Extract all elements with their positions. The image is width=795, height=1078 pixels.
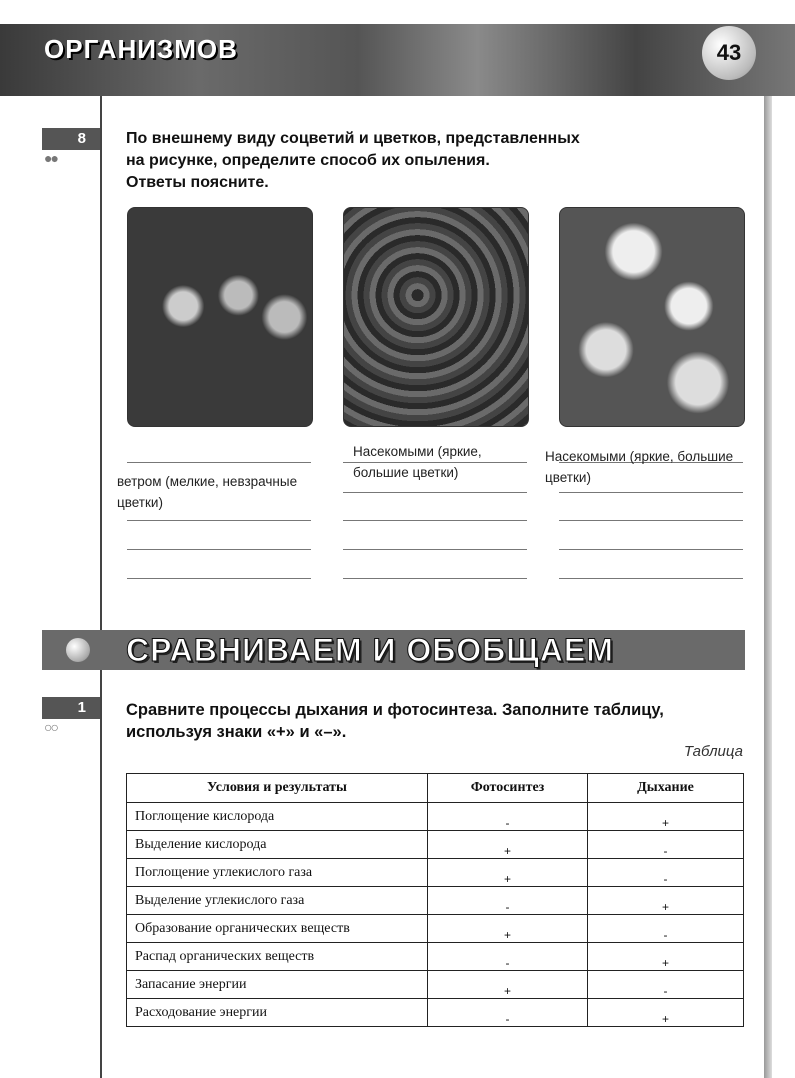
photosynthesis-cell: + bbox=[428, 971, 588, 999]
page-number: 43 bbox=[702, 26, 756, 80]
text-line: на рисунке, определите способ их опыления. bbox=[126, 152, 490, 169]
table-row bbox=[127, 887, 744, 915]
margin-line bbox=[100, 96, 102, 1078]
column-header: Фотосинтез bbox=[428, 774, 588, 803]
condition-cell: Расходование энергии bbox=[127, 999, 428, 1027]
table-row bbox=[127, 803, 744, 831]
condition-cell: Поглощение углекислого газа bbox=[127, 859, 428, 887]
text-line: используя знаки «+» и «–». bbox=[126, 723, 347, 741]
respiration-cell: - bbox=[588, 859, 744, 887]
condition-cell: Образование органических веществ bbox=[127, 915, 428, 943]
chapter-title: ОРГАНИЗМОВ bbox=[44, 34, 238, 64]
condition-cell: Запасание энергии bbox=[127, 971, 428, 999]
hibiscus-leaves-photo bbox=[343, 207, 529, 427]
condition-cell: Выделение углекислого газа bbox=[127, 887, 428, 915]
comparison-table bbox=[126, 773, 744, 1027]
photosynthesis-cell: + bbox=[428, 831, 588, 859]
photosynthesis-cell: + bbox=[428, 915, 588, 943]
photosynthesis-cell: - bbox=[428, 803, 588, 831]
photosynthesis-cell: - bbox=[428, 999, 588, 1027]
respiration-cell: + bbox=[588, 943, 744, 971]
text-line: Ответы поясните. bbox=[126, 174, 269, 191]
column-header: Условия и результаты bbox=[127, 774, 428, 803]
table-row bbox=[127, 999, 744, 1027]
column-header: Дыхание bbox=[588, 774, 744, 803]
task-8-text bbox=[126, 128, 580, 194]
table-row bbox=[127, 915, 744, 943]
table-header-row bbox=[127, 774, 744, 803]
text-line: Сравните процессы дыхания и фотосинтеза. Заполните таблицу, bbox=[126, 701, 664, 719]
respiration-cell: - bbox=[588, 915, 744, 943]
table-label: Таблица bbox=[683, 743, 743, 760]
willow-catkins-photo bbox=[127, 207, 313, 427]
respiration-cell: + bbox=[588, 999, 744, 1027]
difficulty-dots-icon: ○○ bbox=[44, 719, 57, 735]
condition-cell: Выделение кислорода bbox=[127, 831, 428, 859]
respiration-cell: + bbox=[588, 887, 744, 915]
text-line: По внешнему виду соцветий и цветков, представленных bbox=[126, 130, 580, 147]
table-row bbox=[127, 943, 744, 971]
photosynthesis-cell: - bbox=[428, 887, 588, 915]
table-row bbox=[127, 971, 744, 999]
ball-icon bbox=[66, 638, 90, 662]
task-1-text bbox=[126, 699, 664, 743]
respiration-cell: + bbox=[588, 803, 744, 831]
task-number-badge: 1 bbox=[42, 697, 100, 719]
answer-3: Насекомыми (яркие, большие цветки) bbox=[545, 449, 734, 485]
answer-2: Насекомыми (яркие, большие цветки) bbox=[353, 444, 482, 480]
task-number-badge: 8 bbox=[42, 128, 100, 150]
answer-1: ветром (мелкие, невзрачные цветки) bbox=[117, 474, 298, 510]
photosynthesis-cell: + bbox=[428, 859, 588, 887]
photosynthesis-cell: - bbox=[428, 943, 588, 971]
condition-cell: Распад органических веществ bbox=[127, 943, 428, 971]
daisy-flowers-photo bbox=[559, 207, 745, 427]
table-row bbox=[127, 859, 744, 887]
respiration-cell: - bbox=[588, 971, 744, 999]
respiration-cell: - bbox=[588, 831, 744, 859]
table-row bbox=[127, 831, 744, 859]
difficulty-dots-icon: ●● bbox=[44, 150, 57, 166]
section-title: СРАВНИВАЕМ И ОБОБЩАЕМ bbox=[126, 632, 614, 668]
condition-cell: Поглощение кислорода bbox=[127, 803, 428, 831]
page-edge bbox=[764, 96, 772, 1078]
